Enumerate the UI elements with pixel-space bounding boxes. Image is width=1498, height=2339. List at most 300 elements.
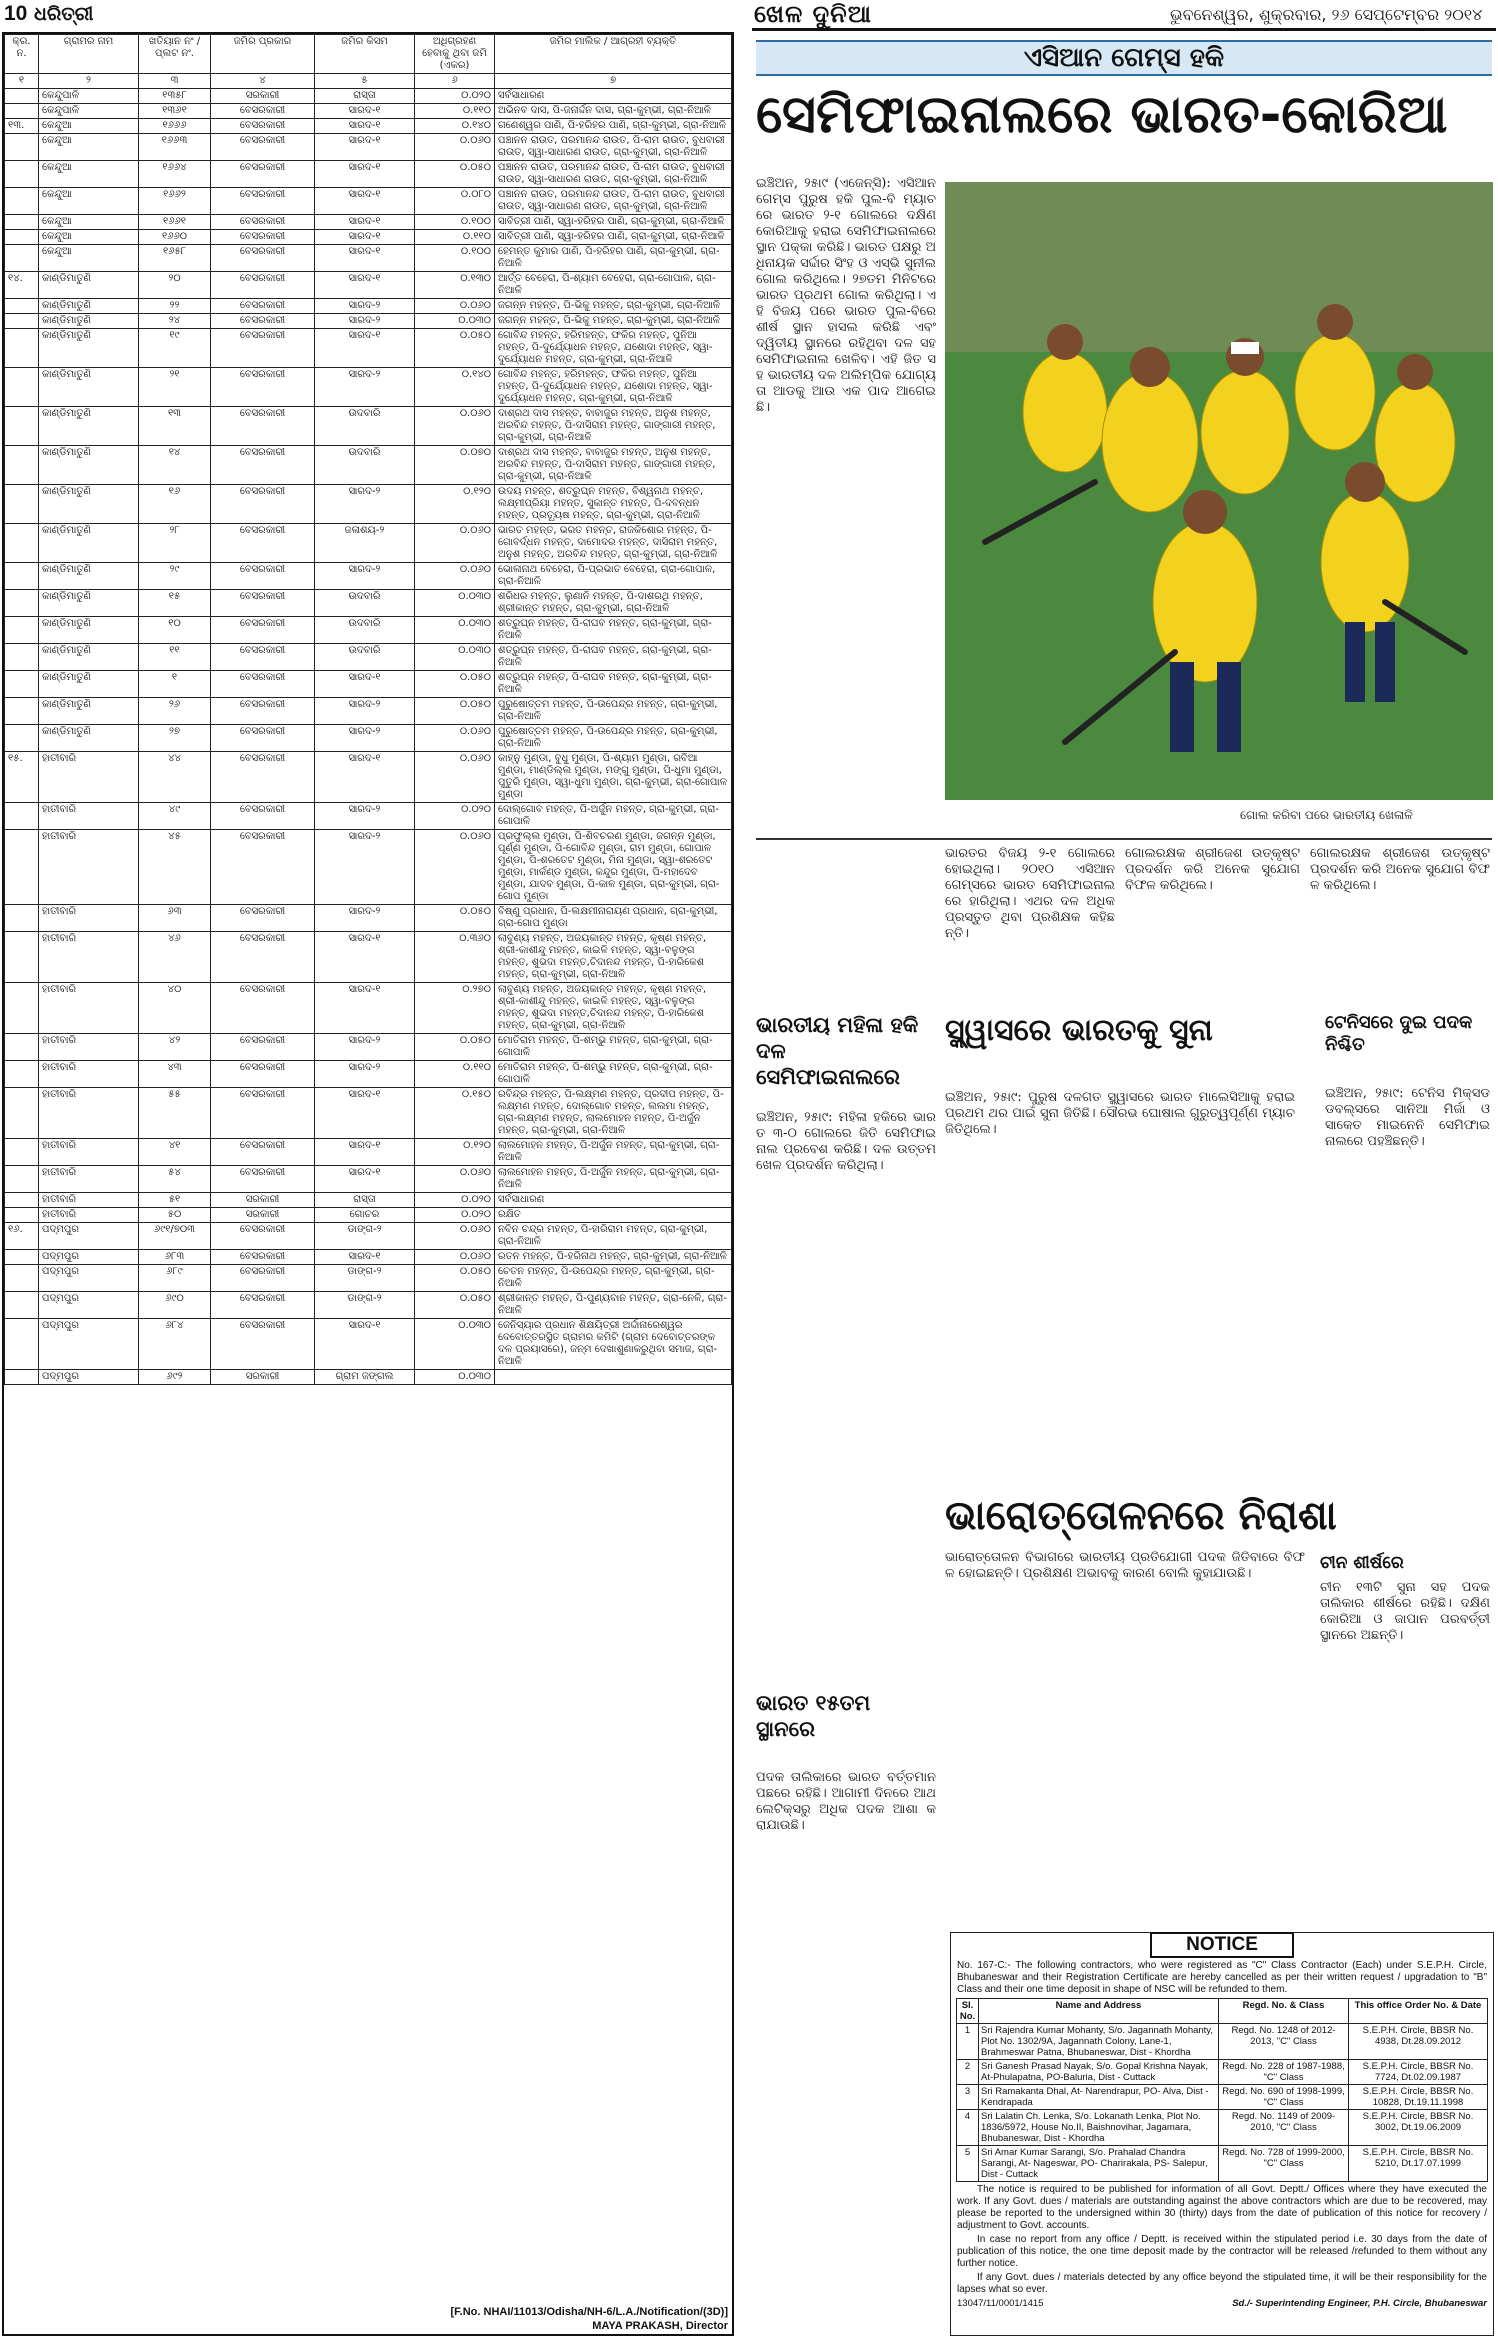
table-cell: ଅଭିନବ ଦାସ, ପି-ଜନାର୍ଦ୍ଦନ ଦାସ, ଗ୍ରା-କୁମ୍ଭୀ, ଗ୍ରା-ନିଆଳି	[495, 104, 732, 119]
table-cell: କାଣ୍ଡିମାତୁଣି	[39, 644, 139, 671]
story-2-headline: ସ୍କ୍ୱାସରେ ଭାରତକୁ ସୁନା	[945, 1013, 1213, 1048]
table-row	[5, 524, 732, 563]
table-cell: ୦.୦୬୦	[415, 725, 495, 752]
table-cell	[5, 590, 39, 617]
table-cell	[5, 1139, 39, 1166]
contractor-cell: Regd. No. 690 of 1998-1999, "C" Class	[1219, 2085, 1349, 2110]
table-cell	[5, 563, 39, 590]
table-row	[5, 1088, 732, 1139]
table-header-cell: ଜମିର ମାଲିକ / ଆଗ୍ରହୀ ବ୍ୟକ୍ତି	[495, 35, 732, 74]
table-cell: ୦.୦୫୦	[415, 698, 495, 725]
table-header-cell: କ୍ର. ନ.	[5, 35, 39, 74]
table-cell: ହାତୀବାରି	[39, 1166, 139, 1193]
contractor-cell: Sri Ganesh Prasad Nayak, S/o. Gopal Krishna Nayak, At-Phulapatna, PO-Baluria, Dist - Cuttack	[979, 2060, 1219, 2085]
table-row	[5, 644, 732, 671]
table-cell: ୦.୧୪୦	[415, 368, 495, 407]
table-cell: ବେସରକାରୀ	[211, 134, 315, 161]
table-cell: ୨୦	[139, 272, 211, 299]
table-cell: ପ୍ରଫୁଲ୍ଲ ମୁଣ୍ଡା, ପି-ଶିବଚରଣ ମୁଣ୍ଡା, ଜଗନ୍ନ ମୁଣ୍ଡା, ପୂର୍ଣ୍ଣ ମୁଣ୍ଡା, ପି-ଗୋବିନ୍ଦ ମୁଣ୍ଡା, ରାମ ମୁଣ୍ଡା, ଗୋପାଳ ମୁଣ୍ଡା, ପି-ଶରତେଟ ମୁଣ୍ଡା, ମିନା ମୁଣ୍ଡା, ସ୍ୱା-ଶରତେଟ ମୁଣ୍ଡା, ମାର୍କଣ୍ଡ ମୁଣ୍ଡା, କନ୍ଦୁର ମୁଣ୍ଡା, ପି-ମହାଦେବ ମୁଣ୍ଡା, ଯାଦବ ମୁଣ୍ଡା, ପି-କାଳ ମୁଣ୍ଡା, ଗ୍ରା-କୁମ୍ଭୀ, ଗ୍ରା-ଗୋପ ମୁଣ୍ଡା	[495, 830, 732, 905]
table-cell	[5, 329, 39, 368]
table-cell: ସାବିତ୍ରୀ ପାଣି, ସ୍ୱା-ହରିହର ପାଣି, ଗ୍ରା-କୁମ୍ଭୀ, ଗ୍ରା-ନିଆଳି	[495, 230, 732, 245]
table-row	[5, 752, 732, 803]
table-row	[5, 299, 732, 314]
contractor-header-cell: This office Order No. & Date	[1349, 1999, 1488, 2024]
table-cell: ସାରଦ-୧	[315, 932, 415, 983]
table-cell: ହାତୀବାରି	[39, 1034, 139, 1061]
table-cell: ସାରଦ-୧	[315, 230, 415, 245]
table-header-row	[5, 35, 732, 74]
table-cell: ସରକାରୀ	[211, 89, 315, 104]
table-cell: ୪୦	[139, 983, 211, 1034]
notice-footer	[957, 2298, 1487, 2310]
table-cell: ସର୍ବସାଧାରଣ	[495, 89, 732, 104]
table-cell	[5, 671, 39, 698]
table-cell: ଜଳାଶୟ-୨	[315, 524, 415, 563]
table-cell: ଲାଲମୋହନ ମହନ୍ତ, ପି-ଅର୍ଜୁନ ମହନ୍ତ, ଗ୍ରା-କୁମ୍ଭୀ, ଗ୍ରା-ନିଆଳି	[495, 1166, 732, 1193]
table-cell: କାଣ୍ଡିମାତୁଣି	[39, 563, 139, 590]
table-cell	[5, 230, 39, 245]
table-row	[5, 671, 732, 698]
story-5-headline: ଭାରତ ୧୫ତମ ସ୍ଥାନରେ	[756, 1690, 871, 1741]
table-colnum-row	[5, 74, 732, 89]
table-cell: କାଣ୍ଡିମାତୁଣି	[39, 524, 139, 563]
table-cell: ୬୮୪	[139, 1319, 211, 1370]
reference-number: [F.No. NHAI/11013/Odisha/NH-6/L.A./Notification/(3D)]	[450, 2306, 728, 2318]
section-title: ଖେଳ ଦୁନିଆ	[754, 0, 872, 28]
table-cell: ୫୧	[139, 1193, 211, 1208]
table-cell: ସାରଦ-୧	[315, 983, 415, 1034]
table-cell: ଡାଙ୍ଗ-୨	[315, 1265, 415, 1292]
table-cell: ସାରଦ-୨	[315, 725, 415, 752]
table-cell: ୦.୦୨୦	[415, 803, 495, 830]
table-cell: ଉଦୟ ମହନ୍ତ, ଶତ୍ରୁଘ୍ନ ମହନ୍ତ, ବିଶ୍ୱନାଥ ମହନ୍ତ, ଲକ୍ଷ୍ମୀପ୍ରିୟା ମହନ୍ତ, ସୁକାନ୍ତ ମହନ୍ତ, ପି-ଦବନ୍ଧନ ମହନ୍ତ, ପ୍ରତ୍ୟୂଷ ମହନ୍ତ, ଗ୍ରା-କୁମ୍ଭୀ, ଗ୍ରା-ନିଆଳି	[495, 485, 732, 524]
table-cell: ୨୬	[139, 698, 211, 725]
table-row	[5, 725, 732, 752]
contractor-cell: Regd. No. 1149 of 2009-2010, "C" Class	[1219, 2110, 1349, 2146]
table-cell: ବେସରକାରୀ	[211, 1088, 315, 1139]
table-cell	[5, 104, 39, 119]
contractor-cell: Regd. No. 1248 of 2012-2013, "C" Class	[1219, 2024, 1349, 2060]
table-cell	[5, 1061, 39, 1088]
table-cell: ରତନ ମହନ୍ତ, ପି-ହରିନାଥ ମହନ୍ତ, ଗ୍ରା-କୁମ୍ଭୀ, ଗ୍ରା-ନିଆଳି	[495, 1250, 732, 1265]
table-cell: ମୋତିରାମ ମହନ୍ତ, ପି-ଶମ୍ଭୁ ମହନ୍ତ, ଗ୍ରା-କୁମ୍ଭୀ, ଗ୍ରା-ଗୋପାଳି	[495, 1061, 732, 1088]
table-cell: ୦.୦୩୦	[415, 314, 495, 329]
table-cell: ହାତୀବାରି	[39, 1139, 139, 1166]
table-cell: ଗ୍ରାମ ଜଙ୍ଗଲ	[315, 1370, 415, 1385]
table-cell: ଗଣେଶ୍ୱର ପାଣି, ପି-ହରିହର ପାଣି, ଗ୍ରା-କୁମ୍ଭୀ, ଗ୍ରା-ନିଆଳି	[495, 119, 732, 134]
table-cell: ବେସରକାରୀ	[211, 1139, 315, 1166]
table-row	[5, 119, 732, 134]
table-header-cell: ଜମିର ପ୍ରକାର	[211, 35, 315, 74]
table-cell: ରାସ୍ତା	[315, 1193, 415, 1208]
table-cell	[5, 1208, 39, 1223]
section-divider	[756, 838, 1492, 840]
table-cell: ବେସରକାରୀ	[211, 329, 315, 368]
table-cell: ଶରିଧର ମହନ୍ତ, ଲୁଣାନି ମହନ୍ତ, ପି-ଦାଶରଥି ମହନ୍ତ, ଶ୍ରୀକାନ୍ତ ମହନ୍ତ, ଗ୍ରା-କୁମ୍ଭୀ, ଗ୍ରା-ନିଆଳି	[495, 590, 732, 617]
table-cell: ୨୪	[139, 314, 211, 329]
table-cell: ୦.୦୬୦	[415, 563, 495, 590]
table-cell: ୪୨	[139, 1034, 211, 1061]
table-cell	[5, 314, 39, 329]
table-row	[5, 1292, 732, 1319]
table-cell: ଡାଙ୍ଗ-୨	[315, 1223, 415, 1250]
table-cell: ୦.୧୩୦	[415, 272, 495, 299]
table-cell: ୧୯	[139, 329, 211, 368]
table-cell: ସାରଦ-୨	[315, 1061, 415, 1088]
table-cell: ୦.୦୬୦	[415, 407, 495, 446]
table-cell: ୧୬	[139, 485, 211, 524]
table-cell	[5, 1193, 39, 1208]
table-cell: ବେସରକାରୀ	[211, 671, 315, 698]
table-cell	[5, 368, 39, 407]
table-cell: ଦାଶ୍ରଥ ଦାସ ମହନ୍ତ, ବାବାଜୁର ମହନ୍ତ, ଅନୁଶ ମହନ୍ତ, ଅରବିନ୍ଦ ମହନ୍ତ, ପି-ଦାସିରାମ ମହନ୍ତ, ଗାଙ୍ଗାରୀ ମହନ୍ତ, ଗ୍ରା-କୁମ୍ଭୀ, ଗ୍ରା-ନିଆଳି	[495, 446, 732, 485]
signatory: MAYA PRAKASH, Director	[592, 2320, 728, 2332]
table-cell: ୦.୦୫୦	[415, 161, 495, 188]
story-3-headline: ଟେନିସରେ ଦୁଇ ପଦକ ନିଶ୍ଚିତ	[1325, 1012, 1473, 1055]
table-cell: କାଣ୍ଡିମାତୁଣି	[39, 698, 139, 725]
contractor-cell: Regd. No. 228 of 1987-1988, "C" Class	[1219, 2060, 1349, 2085]
table-cell: ୧୬୫୮	[139, 245, 211, 272]
table-cell: ବେସରକାରୀ	[211, 1034, 315, 1061]
page-number: 10	[4, 2, 28, 25]
contractor-cell: 5	[957, 2146, 979, 2182]
notice-title: NOTICE	[1150, 1932, 1294, 1958]
table-cell: ସାରଦ-୧	[315, 329, 415, 368]
table-cell: ଗୋଚର	[315, 1208, 415, 1223]
table-cell: ଗୋବିନ୍ଦ ମହନ୍ତ, ହରିମହନ୍ତ, ଫକିର ମହନ୍ତ, ପୁନିଆ ମହନ୍ତ, ପି-ଦୁର୍ଯ୍ୟୋଧନ ମହନ୍ତ, ଯଶୋଦା ମହନ୍ତ, ସ୍ୱା-ଦୁର୍ଯ୍ୟୋଧନ ମହନ୍ତ, ଗ୍ରା-କୁମ୍ଭୀ, ଗ୍ରା-ନିଆଳି	[495, 368, 732, 407]
table-row	[5, 161, 732, 188]
table-cell: ୦.୦୫୦	[415, 1265, 495, 1292]
contractor-header-cell: Name and Address	[979, 1999, 1219, 2024]
table-cell: ୧୩୫୮	[139, 89, 211, 104]
table-cell: ୦.୧୧୦	[415, 230, 495, 245]
table-cell: ହାତୀବାରି	[39, 803, 139, 830]
table-row	[5, 617, 732, 644]
table-cell: ବେସରକାରୀ	[211, 446, 315, 485]
table-cell: ବେସରକାରୀ	[211, 299, 315, 314]
table-cell: ୪୧	[139, 1139, 211, 1166]
table-cell: ଶତ୍ରୁଘ୍ନ ମହନ୍ତ, ପି-ରାଘବ ମହନ୍ତ, ଗ୍ରା-କୁମ୍ଭୀ, ଗ୍ରା-ନିଆଳି	[495, 644, 732, 671]
table-cell: ୧୬୬୩	[139, 134, 211, 161]
table-cell: ସାରଦ-୧	[315, 104, 415, 119]
table-cell: ୨୮	[139, 524, 211, 563]
table-cell: ବେସରକାରୀ	[211, 1292, 315, 1319]
contractor-cell: 3	[957, 2085, 979, 2110]
table-cell: ୪୬	[139, 932, 211, 983]
table-cell: ୦.୦୨୦	[415, 1208, 495, 1223]
table-cell: କାଣ୍ଡିମାତୁଣି	[39, 617, 139, 644]
table-cell: ଜଗନ୍ନ ମହନ୍ତ, ପି-ଭିକୁ ମହନ୍ତ, ଗ୍ରା-କୁମ୍ଭୀ, ଗ୍ରା-ନିଆଳି	[495, 314, 732, 329]
table-cell: ସରକାରୀ	[211, 1193, 315, 1208]
table-cell: ସାରଦ-୧	[315, 671, 415, 698]
table-row	[5, 1208, 732, 1223]
table-cell	[5, 407, 39, 446]
table-cell: ସର୍ବସାଧାରଣ	[495, 1193, 732, 1208]
table-cell: ୦.୦୮୦	[415, 188, 495, 215]
table-colnum-cell: ୪	[211, 74, 315, 89]
table-cell: ସାରଦ-୨	[315, 563, 415, 590]
table-cell: ୧	[139, 671, 211, 698]
table-cell: କାଣ୍ଡିମାତୁଣି	[39, 485, 139, 524]
table-cell: ହାତୀବାରି	[39, 1061, 139, 1088]
table-row	[5, 188, 732, 215]
table-cell: ୦.୦୫୦	[415, 1292, 495, 1319]
table-cell: ସାରଦ-୧	[315, 245, 415, 272]
table-cell	[5, 905, 39, 932]
contractor-cell: Sri Rajendra Kumar Mohanty, S/o. Jagannath Mohanty, Plot No. 1302/9A, Jagannath Colony, Lane-1, Brahmeswar Patna, Bhubaneswar, Dist - Khordha	[979, 2024, 1219, 2060]
table-cell: ୫୫	[139, 1088, 211, 1139]
table-colnum-cell: ୨	[39, 74, 139, 89]
contractor-row	[957, 2146, 1488, 2182]
table-cell: ହେମନ୍ତ କୁମାର ପାଣି, ପି-ହରିହର ପାଣି, ଗ୍ରା-କୁମ୍ଭୀ, ଗ୍ରା-ନିଆଳି	[495, 245, 732, 272]
table-cell: ୦.୦୫୦	[415, 1034, 495, 1061]
table-cell: ବେସରକାରୀ	[211, 407, 315, 446]
story-4-headline: ଭାରୋତ୍ତୋଳନରେ ନିରାଶା	[945, 1492, 1337, 1539]
table-cell: ୦.୧୦୦	[415, 245, 495, 272]
table-cell: ୦.୦୬୦	[415, 1166, 495, 1193]
table-cell: ସାରଦ-୧	[315, 752, 415, 803]
table-cell	[5, 1034, 39, 1061]
table-cell: ୦.୦୬୦	[415, 1223, 495, 1250]
table-cell: ବେସରକାରୀ	[211, 230, 315, 245]
table-cell: ସାରଦ-୨	[315, 698, 415, 725]
table-cell: ବେସରକାରୀ	[211, 590, 315, 617]
table-cell	[5, 134, 39, 161]
table-cell: ବେସରକାରୀ	[211, 272, 315, 299]
table-row	[5, 1193, 732, 1208]
table-row	[5, 803, 732, 830]
table-cell: ୨୭	[139, 725, 211, 752]
header-rule	[752, 28, 1496, 31]
table-cell	[5, 1250, 39, 1265]
table-cell: ୦.୦୫୦	[415, 905, 495, 932]
table-cell: ୧୫.	[5, 752, 39, 803]
contractor-cell: Sri Amar Kumar Sarangi, S/o. Prahalad Chandra Sarangi, At- Nageswar, PO- Charirakala, PS- Salepur, Dist - Cuttack	[979, 2146, 1219, 2182]
table-cell: ୦.୧୪୦	[415, 119, 495, 134]
table-cell: ପଦ୍ମପୁର	[39, 1223, 139, 1250]
table-cell: ୧୩.	[5, 119, 39, 134]
table-cell: ସାରଦ-୧	[315, 188, 415, 215]
table-cell: ପଞ୍ଚାନନ ରାଉତ, ପରମାନନ୍ଦ ରାଉତ, ପି-ରାମ ରାଉତ, ବୁଧବାରୀ ରାଉତ, ସ୍ୱା-ସାଧାରଣ ରାଉତ, ଗ୍ରା-କୁମ୍ଭୀ, ଗ୍ରା-ନିଆଳି	[495, 188, 732, 215]
table-row	[5, 272, 732, 299]
table-cell: ଉଦବାରି	[315, 590, 415, 617]
table-row	[5, 830, 732, 905]
table-cell	[5, 725, 39, 752]
table-cell: ବେସରକାରୀ	[211, 188, 315, 215]
table-cell	[5, 161, 39, 188]
table-cell	[5, 1265, 39, 1292]
notice-paragraph-2: In case no report from any office / Deptt. is received within the stipulated period i.e. 30 days from the date of publication of this notice, the one time deposit made by the contractor will be released /refunded to them without any further notice.	[957, 2234, 1487, 2269]
table-row	[5, 314, 732, 329]
table-cell: ସାରଦ-୨	[315, 830, 415, 905]
table-cell: ୦.୧୦୦	[415, 215, 495, 230]
notice-paragraph-1: The notice is required to be published for information of all Govt. Deptt./ Offices where they have executed the work. If any Govt. dues / materials are outstanding against the above contractors which are due to be recovered, may please be reported to the undersigned within 30 (thirty) days from the date of publication of this notice for recovery / adjustment to Govt. accounts.	[957, 2184, 1487, 2231]
table-cell: ବେସରକାରୀ	[211, 563, 315, 590]
table-cell: ୦.୦୨୦	[415, 1193, 495, 1208]
table-cell: ଲାବୁଣ୍ୟ ମହନ୍ତ, ଅଜୟକାନ୍ତ ମହନ୍ତ, କୃଷ୍ଣ ମହନ୍ତ, ଶ୍ରୀ-କାଶୀନ୍ଦୁ ମହନ୍ତ, କାଇଳି ମହନ୍ତ, ସ୍ୱା-ବଳୁଙ୍ଗ ମହନ୍ତ, ଶୁଭଦା ମହନ୍ତ,ଚିଦାନନ୍ଦ ମହନ୍ତ, ପି-ହାରିକେଶ ମହନ୍ତ, ଗ୍ରା-କୁମ୍ଭୀ, ଗ୍ରା-ନିଆଳି	[495, 983, 732, 1034]
table-cell: ୦.୨୭୦	[415, 983, 495, 1034]
contractor-cell: Sri Ramakanta Dhal, At- Narendrapur, PO- Alva, Dist - Kendrapada	[979, 2085, 1219, 2110]
table-cell: ହାତୀବାରି	[39, 983, 139, 1034]
table-cell: ସାରଦ-୨	[315, 314, 415, 329]
table-row	[5, 932, 732, 983]
table-cell: ହାତୀବାରି	[39, 1088, 139, 1139]
table-cell: କାଣ୍ଡିମାତୁଣି	[39, 329, 139, 368]
dateline: ଭୁବନେଶ୍ୱର, ଶୁକ୍ରବାର, ୨୬ ସେପ୍ଟେମ୍ବର ୨୦୧୪	[1170, 5, 1483, 24]
contractor-table-header	[957, 1999, 1488, 2024]
table-cell: କେନ୍ଦୁଆ	[39, 215, 139, 230]
table-cell: ୦.୩୬୦	[415, 932, 495, 983]
table-cell: କେନ୍ଦୁପାଳି	[39, 89, 139, 104]
table-cell: ୦.୦୩୦	[415, 1319, 495, 1370]
table-row	[5, 563, 732, 590]
article-headline: ସେମିଫାଇନାଲରେ ଭାରତ-କୋରିଆ	[756, 85, 1448, 145]
table-cell	[5, 188, 39, 215]
table-cell: ୧୬୬୬	[139, 119, 211, 134]
contractor-cell: 4	[957, 2110, 979, 2146]
table-cell: କେନ୍ଦୁଆ	[39, 230, 139, 245]
contractor-cell: S.E.P.H. Circle, BBSR No. 5210, Dt.17.07.1999	[1349, 2146, 1488, 2182]
table-cell: ଚେତନ ମହନ୍ତ, ପି-ଉପେନ୍ଦ୍ର ମହନ୍ତ, ଗ୍ରା-କୁମ୍ଭୀ, ଗ୍ରା-ନିଆଳି	[495, 1265, 732, 1292]
table-cell: ଲାବୁଣ୍ୟ ମହନ୍ତ, ଅଜୟକାନ୍ତ ମହନ୍ତ, କୃଷ୍ଣ ମହନ୍ତ, ଶ୍ରୀ-କାଶୀନ୍ଦୁ ମହନ୍ତ, କାଇଳି ମହନ୍ତ, ସ୍ୱା-ବଳୁଙ୍ଗ ମହନ୍ତ, ଶୁଭଦା ମହନ୍ତ,ଚିଦାନନ୍ଦ ମହନ୍ତ, ପି-ହାରିକେଶ ମହନ୍ତ, ଗ୍ରା-କୁମ୍ଭୀ, ଗ୍ରା-ନିଆଳି	[495, 932, 732, 983]
table-row	[5, 407, 732, 446]
table-cell: ୧୬.	[5, 1223, 39, 1250]
table-row	[5, 905, 732, 932]
table-cell: ବେସରକାରୀ	[211, 161, 315, 188]
table-cell: ମୋତିରାମ ମହନ୍ତ, ପି-ଶମ୍ଭୁ ମହନ୍ତ, ଗ୍ରା-କୁମ୍ଭୀ, ଗ୍ରା-ଗୋପାଳି	[495, 1034, 732, 1061]
notice-intro: No. 167-C:- The following contractors, who were registered as "C" Class Contractor (Each) under S.E.P.H. Circle, Bhubaneswar and their Registration Certificate are hereby cancelled as per their written request / upgradation to "B" Class and their one time deposit in shape of NSC will be refunded to them.	[957, 1960, 1487, 1995]
table-row	[5, 1265, 732, 1292]
table-cell: ସାରଦ-୧	[315, 119, 415, 134]
table-cell: ୦.୧୨୦	[415, 1139, 495, 1166]
story-5-body: ପଦକ ତାଲିକାରେ ଭାରତ ବର୍ତ୍ତମାନ ପଛରେ ରହିଛି। ଆଗାମୀ ଦିନରେ ଆଥଲେଟିକ୍ସରୁ ଅଧିକ ପଦକ ଆଶା କରାଯାଉଛି।	[756, 1770, 936, 1833]
table-cell: ପଦ୍ମପୁର	[39, 1370, 139, 1385]
contractor-cell: 2	[957, 2060, 979, 2085]
table-colnum-cell: ୭	[495, 74, 732, 89]
table-row	[5, 1319, 732, 1370]
contractor-cell: S.E.P.H. Circle, BBSR No. 7724, Dt.02.09.1987	[1349, 2060, 1488, 2085]
table-cell: ବେସରକାରୀ	[211, 368, 315, 407]
table-cell	[5, 89, 39, 104]
table-cell: ବେସରକାରୀ	[211, 725, 315, 752]
table-colnum-cell: ୫	[315, 74, 415, 89]
table-cell: ୧୬୬୨	[139, 188, 211, 215]
table-cell: ଶତ୍ରୁଘ୍ନ ମହନ୍ତ, ପି-ରାଘବ ମହନ୍ତ, ଗ୍ରା-କୁମ୍ଭୀ, ଗ୍ରା-ନିଆଳି	[495, 671, 732, 698]
table-cell: ୪୯	[139, 803, 211, 830]
land-acquisition-table	[4, 34, 732, 1385]
table-cell	[5, 446, 39, 485]
article-col-4: ଗୋଲରକ୍ଷକ ଶ୍ରୀଜେଶ ଉତ୍କୃଷ୍ଟ ପ୍ରଦର୍ଶନ କରି ଅନେକ ସୁଯୋଗ ବିଫଳ କରିଥିଲେ।	[1310, 846, 1490, 893]
table-cell: ୧୪.	[5, 272, 39, 299]
table-cell: କେନ୍ଦୁଆ	[39, 245, 139, 272]
notice-code: 13047/11/0001/1415	[957, 2298, 1044, 2309]
table-cell: ୦.୧୧୦	[415, 1061, 495, 1088]
table-row	[5, 983, 732, 1034]
table-cell: ଗୋବିନ୍ଦ ମହନ୍ତ, ହରିମହନ୍ତ, ଫକିର ମହନ୍ତ, ପୁନିଆ ମହନ୍ତ, ପି-ଦୁର୍ଯ୍ୟୋଧନ ମହନ୍ତ, ଯଶୋଦା ମହନ୍ତ, ସ୍ୱା-ଦୁର୍ଯ୍ୟୋଧନ ମହନ୍ତ, ଗ୍ରା-କୁମ୍ଭୀ, ଗ୍ରା-ନିଆଳି	[495, 329, 732, 368]
table-cell: ଭାରତ ମହନ୍ତ, ଭରତ ମହନ୍ତ, ରାଜକିଶୋର ମହନ୍ତ, ପି-ଗୋବର୍ଦ୍ଧନ ମହନ୍ତ, ଦାମୋଦର ମହନ୍ତ, ଦାସିରାମ ମହନ୍ତ, ଅନୁଶ ମହନ୍ତ, ଅରବିନ୍ଦ ମହନ୍ତ, ଗ୍ରା-କୁମ୍ଭୀ, ଗ୍ରା-ନିଆଳି	[495, 524, 732, 563]
table-cell	[5, 299, 39, 314]
table-cell: ସାରଦ-୨	[315, 1034, 415, 1061]
story-1-headline: ଭାରତୀୟ ମହିଳା ହକି ଦଳ ସେମିଫାଇନାଲରେ	[756, 1012, 919, 1089]
table-cell: ରବିନ୍ଦ୍ର ମହନ୍ତ, ପି-ଲକ୍ଷ୍ମଣ ମହନ୍ତ, ପ୍ରଦୀପ ମହନ୍ତ, ପି-ଲକ୍ଷ୍ମଣ ମହନ୍ତ, ଦୋଲ୍ଗୋବ ମହନ୍ତ, ଲଲମା ମହନ୍ତ, ଗ୍ରା-ଲକ୍ଷ୍ମଣ ମହନ୍ତ, ଲାଲମୋହନ ମହନ୍ତ, ପି-ଅର୍ଜୁନ ମହନ୍ତ, ଗ୍ରା-କୁମ୍ଭୀ, ଗ୍ରା-ନିଆଳି	[495, 1088, 732, 1139]
table-cell: ବେସରକାରୀ	[211, 830, 315, 905]
table-cell: ୦.୦୬୦	[415, 134, 495, 161]
table-cell: ବେସରକାରୀ	[211, 1223, 315, 1250]
table-cell: ପଦ୍ମପୁର	[39, 1292, 139, 1319]
table-cell: ୦.୧୫୦	[415, 1088, 495, 1139]
table-cell: ସାରଦ-୧	[315, 1166, 415, 1193]
notification-reference	[300, 2305, 728, 2333]
table-cell: ସାରଦ-୧	[315, 1319, 415, 1370]
table-cell: ଉଦବାରି	[315, 617, 415, 644]
table-cell: ସାବିତ୍ରୀ ପାଣି, ସ୍ୱା-ହରିହର ପାଣି, ଗ୍ରା-କୁମ୍ଭୀ, ଗ୍ରା-ନିଆଳି	[495, 215, 732, 230]
table-cell: ୬୯୨	[139, 1370, 211, 1385]
hockey-photo	[945, 182, 1493, 800]
table-cell: ବେସରକାରୀ	[211, 803, 315, 830]
table-header-cell: ଜମିର କିସମ	[315, 35, 415, 74]
table-cell: ୫୦	[139, 1208, 211, 1223]
story-1-body: ଇଞ୍ଚିଅନ, ୨୫ା୯: ମହିଳା ହକିରେ ଭାରତ ୩-୦ ଗୋଲରେ ଜିତି ସେମିଫାଇନାଲ ପ୍ରବେଶ କରିଛି। ଦଳ ଉତ୍ତମ ଖେଳ ପ୍ରଦର୍ଶନ କରିଥିଲା।	[756, 1110, 936, 1173]
table-cell: ସାରଦ-୧	[315, 161, 415, 188]
table-cell	[5, 1292, 39, 1319]
table-cell: ୧୪	[139, 446, 211, 485]
table-cell: କାଣ୍ଡିମାତୁଣି	[39, 446, 139, 485]
table-cell: ୪୫	[139, 830, 211, 905]
table-cell: ବେସରକାରୀ	[211, 752, 315, 803]
table-cell: ୧୦	[139, 617, 211, 644]
table-row	[5, 1061, 732, 1088]
contractor-cell: Regd. No. 728 of 1999-2000, "C" Class	[1219, 2146, 1349, 2182]
table-cell: ପଦ୍ମପୁର	[39, 1319, 139, 1370]
table-row	[5, 329, 732, 368]
table-cell	[5, 830, 39, 905]
story-4-body: ଭାରୋତ୍ତୋଳନ ବିଭାଗରେ ଭାରତୀୟ ପ୍ରତିଯୋଗୀ ପଦକ ଜିତିବାରେ ବିଫଳ ହୋଇଛନ୍ତି। ପ୍ରଶିକ୍ଷଣ ଅଭାବକୁ କାରଣ ବୋଲି କୁହାଯାଉଛି।	[945, 1550, 1305, 1581]
table-cell: ସାରଦ-୨	[315, 299, 415, 314]
contractor-table	[956, 1998, 1488, 2182]
table-header-cell: ଅଧିଗ୍ରହଣ ହେବାକୁ ଥିବା ଜମି (ଏକର)	[415, 35, 495, 74]
table-cell: ୪୪	[139, 752, 211, 803]
table-cell: କାହ୍ନୁ ମୁଣ୍ଡା, ବୁଧୁ ମୁଣ୍ଡା, ପି-ଶ୍ୟାମ ମୁଣ୍ଡା, ରବିଆ ମୁଣ୍ଡା, ମାଣ୍ଡିଲ୍ଲ ମୁଣ୍ଡା, ମଙ୍ଗୁ ମୁଣ୍ଡା, ପି-ଧୁମା ମୁଣ୍ଡା, ପୁତୁରି ମୁଣ୍ଡା, ସ୍ୱା-ଧୁମା ମୁଣ୍ଡା, ଗ୍ରା-କୁମ୍ଭୀ, ଗ୍ରା-ଗୋପାଳ ମୁଣ୍ଡା	[495, 752, 732, 803]
table-cell	[5, 485, 39, 524]
table-cell: ୪୩	[139, 1061, 211, 1088]
table-cell: ୬୯୧/୭୦୩	[139, 1223, 211, 1250]
table-cell: ଭୋଳାନାଥ ବେହେରା, ପି-ପ୍ରଭାତ ବେହେରା, ଗ୍ରା-ଗୋପାଳ, ଗ୍ରା-ନିଆଳି	[495, 563, 732, 590]
contractor-row	[957, 2085, 1488, 2110]
article-col-2: ଭାରତର ବିଜୟ ୨-୧ ଗୋଲରେ ହୋଇଥିଲା। ୨୦୧୦ ଏସିଆନ ଗେମ୍ସରେ ଭାରତ ସେମିଫାଇନାଲରେ ହାରିଥିଲା। ଏଥର ଦଳ ଅଧିକ ପ୍ରସ୍ତୁତ ଥିବା ପ୍ରଶିକ୍ଷକ କହିଛନ୍ତି।	[945, 846, 1115, 941]
table-cell: ବେସରକାରୀ	[211, 644, 315, 671]
table-cell: ଉଦବାରି	[315, 644, 415, 671]
table-cell: ବେସରକାରୀ	[211, 983, 315, 1034]
table-cell: ୦.୦୬୦	[415, 1250, 495, 1265]
contractor-cell: 1	[957, 2024, 979, 2060]
table-cell	[5, 1088, 39, 1139]
table-cell: ଡାଙ୍ଗ-୨	[315, 1292, 415, 1319]
table-header-cell: ଖତିୟାନ ନଂ / ପ୍ଲଟ ନଂ.	[139, 35, 211, 74]
table-colnum-cell: ୧	[5, 74, 39, 89]
table-cell: ବେସରକାରୀ	[211, 1319, 315, 1370]
table-cell: ସାରଦ-୧	[315, 134, 415, 161]
article-kicker: ଏସିଆନ ଗେମ୍ସ ହକି	[756, 40, 1492, 76]
table-cell: ଆର୍ତ୍ତ ବେହେରା, ପି-ଶ୍ୟାମ ବେହେରା, ଗ୍ରା-ଗୋପାଳ, ଗ୍ରା-ନିଆଳି	[495, 272, 732, 299]
table-cell: ୨୨	[139, 299, 211, 314]
table-cell: ବେସରକାରୀ	[211, 932, 315, 983]
table-cell: ସରକାରୀ	[211, 1208, 315, 1223]
table-row	[5, 1370, 732, 1385]
table-cell: ବେସରକାରୀ	[211, 617, 315, 644]
notice-signature: Sd./- Superintending Engineer, P.H. Circle, Bhubaneswar	[1232, 2298, 1487, 2309]
table-cell: ସାରଦ-୧	[315, 1088, 415, 1139]
table-cell: ୧୧	[139, 644, 211, 671]
